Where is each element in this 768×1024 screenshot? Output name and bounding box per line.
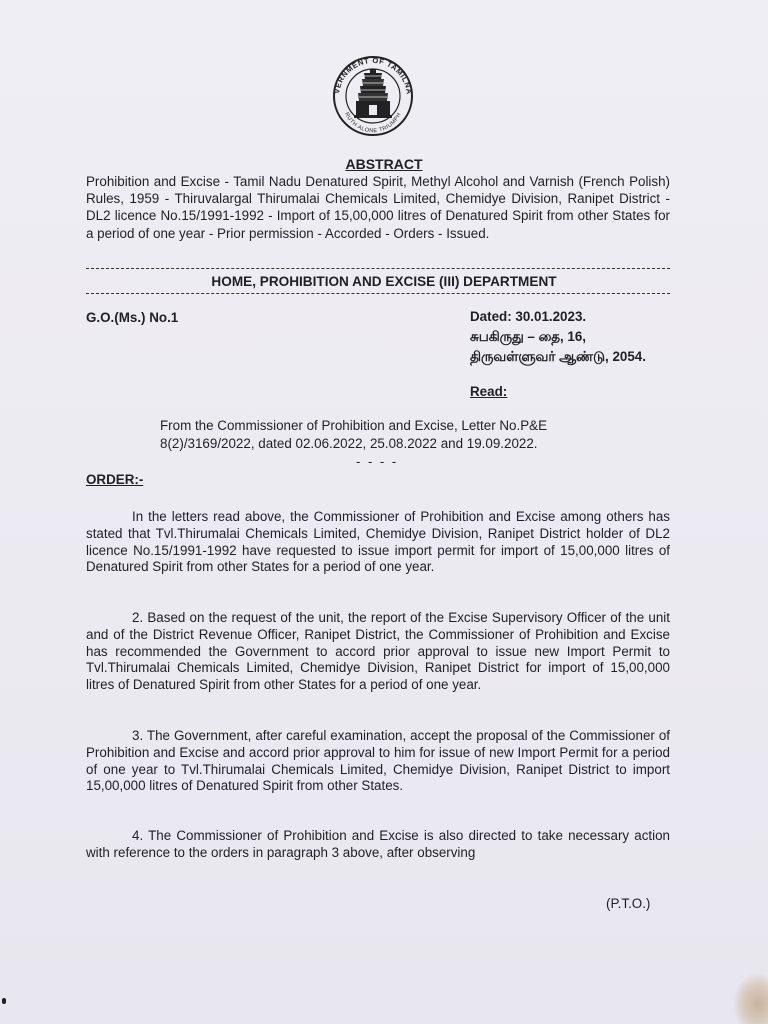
- go-number: G.O.(Ms.) No.1: [86, 310, 179, 325]
- abstract-title: ABSTRACT: [345, 156, 423, 172]
- abstract-body: Prohibition and Excise - Tamil Nadu Denatured Spirit, Methyl Alcohol and Varnish (French Polish) Rules, 1959 - Thiruvalargal Thirumalai Chemicals Limited, Chemidye Division, Ranipet District - DL2 licence No.15/1991-1992 - Import of 15,00,000 litres of Denatured Spirit from other States for a period of one year - Prior permission - Accorded - Orders - Issued.: [86, 174, 670, 241]
- order-paragraph-2: 2. Based on the request of the unit, the report of the Excise Supervisory Officer of the unit and of the District Revenue Officer, Ranipet District, the Commissioner of Prohibition and Excise has recommended the Government to accord prior approval to issue new Import Permit to Tvl.Thirumalai Chemicals Limited, Chemidye Division, Ranipet District for import of 15,00,000 litres of Denatured Spirit from other States for a period of one year.: [86, 610, 670, 693]
- order-paragraph-3: 3. The Government, after careful examination, accept the proposal of the Commissioner of Prohibition and Excise and accord prior approval to him for issue of new Import Permit for a period of one year to Tvl.Thirumalai Chemicals Limited, Chemidye Division, Ranipet District to import 15,00,000 litres of Denatured Spirit from other States.: [86, 728, 670, 794]
- order-heading: ORDER:-: [86, 472, 144, 487]
- reference-separator: - - - -: [356, 454, 399, 469]
- punch-mark: [2, 998, 6, 1004]
- thiruvalluvar-year-line: திருவள்ளுவர் ஆண்டு, 2054.: [470, 349, 646, 364]
- order-paragraph-4: 4. The Commissioner of Prohibition and Excise is also directed to take necessary action with reference to the orders in paragraph 3 above, after observing: [86, 828, 670, 860]
- tamil-month-line: சுபகிருது – தை, 16,: [470, 329, 587, 344]
- svg-text:GOVERNMENT OF TAMILNADU: VERNMENT OF TAMILNA: [332, 55, 414, 96]
- order-paragraph-1: In the letters read above, the Commissioner of Prohibition and Excise among others has stated that Tvl.Thirumalai Chemicals Limited, Chemidye Division, Ranipet District holder of DL2 licence No.15/1991-1992 have requested to issue import permit for import of 15,00,000 litres of Denatured Spirit from other States for a period of one year.: [86, 509, 670, 575]
- department-heading: HOME, PROHIBITION AND EXCISE (III) DEPARTMENT: [211, 274, 557, 289]
- dashed-divider-bottom: [86, 293, 670, 294]
- dashed-divider-top: [86, 268, 670, 269]
- reference-letter: From the Commissioner of Prohibition and Excise, Letter No.P&E 8(2)/3169/2022, dated 02.06.2022, 25.08.2022 and 19.09.2022.: [160, 418, 548, 451]
- svg-text:TRUTH ALONE TRIUMPHS: RUTH ALONE TRIUMPH: [343, 111, 403, 135]
- dated-block: [470, 307, 646, 367]
- read-label: Read:: [470, 384, 508, 399]
- paper-stain: [734, 974, 768, 1024]
- tamil-nadu-government-emblem-icon: [326, 55, 420, 137]
- page-turn-over-note: (P.T.O.): [606, 896, 651, 911]
- dated-line: Dated: 30.01.2023.: [470, 309, 587, 324]
